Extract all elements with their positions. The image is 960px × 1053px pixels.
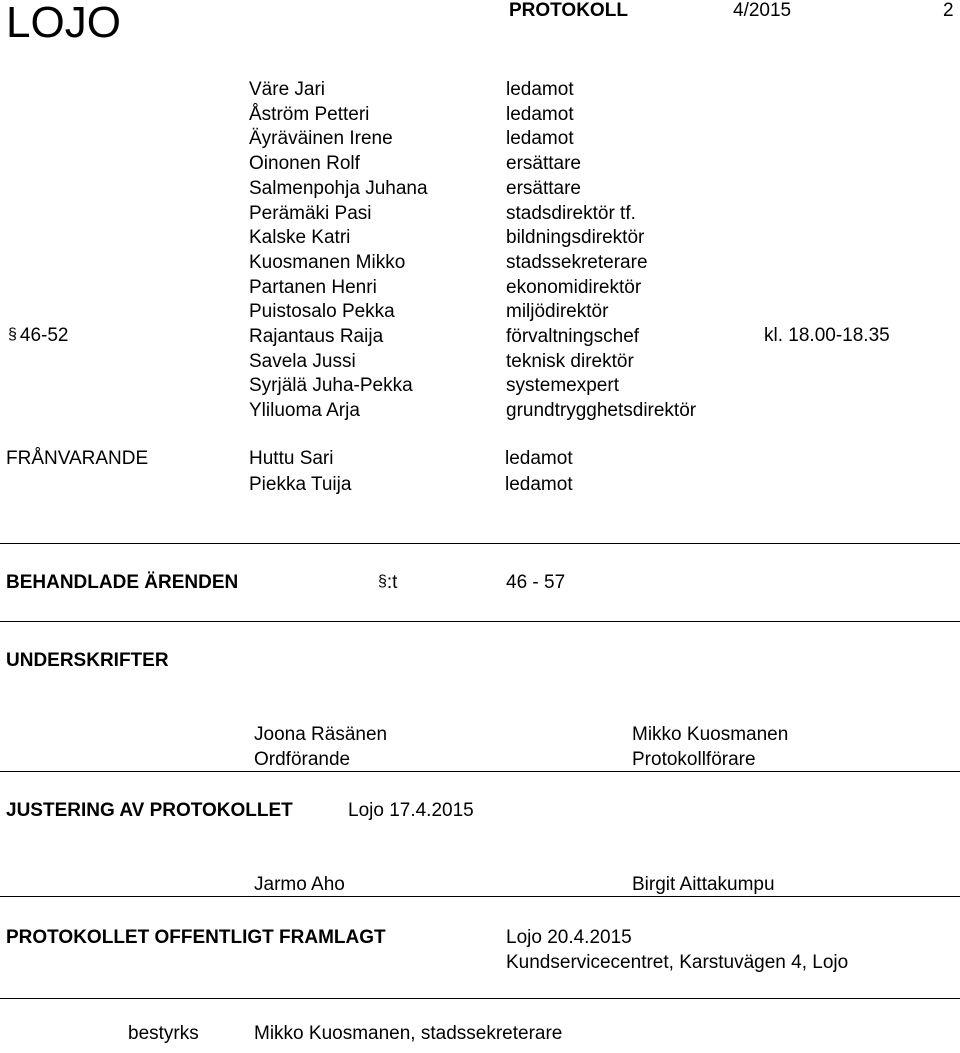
chair-name: Joona Räsänen (254, 724, 388, 745)
document-type: PROTOKOLL (509, 0, 628, 21)
page-number: 2 (943, 0, 954, 21)
certification-label: bestyrks (128, 1023, 199, 1044)
paragraph-symbol: § (378, 573, 387, 590)
absent-role: ledamot (505, 474, 573, 495)
publication-label: PROTOKOLLET OFFENTLIGT FRAMLAGT (6, 927, 386, 948)
attendee-name: Oinonen Rolf (249, 153, 360, 174)
attendee-role: ersättare (506, 178, 581, 199)
absent-role: ledamot (505, 448, 573, 469)
attendee-name: Salmenpohja Juhana (249, 178, 428, 199)
attendee-role: systemexpert (506, 375, 619, 396)
attendee-name: Yliluoma Arja (249, 400, 360, 421)
divider (0, 621, 960, 622)
divider (0, 543, 960, 544)
attendee-role: ledamot (506, 104, 574, 125)
attendee-role: ekonomidirektör (506, 277, 642, 298)
secretary-role: Protokollförare (632, 749, 756, 770)
attendee-role: teknisk direktör (506, 351, 634, 372)
divider (0, 771, 960, 772)
attendee-role: miljödirektör (506, 301, 609, 322)
attendee-role: bildningsdirektör (506, 227, 645, 248)
section-marker (8, 323, 69, 349)
adjustment-place-date: Lojo 17.4.2015 (348, 800, 474, 821)
attendee-name: Åström Petteri (249, 104, 370, 125)
logo-text: LOJO (6, 0, 121, 47)
absent-label: FRÅNVARANDE (6, 448, 149, 469)
publication-location: Kundservicecentret, Karstuvägen 4, Lojo (506, 952, 849, 973)
attendee-name: Perämäki Pasi (249, 203, 372, 224)
attendee-name: Partanen Henri (249, 277, 377, 298)
divider (0, 998, 960, 999)
attendee-role: grundtrygghetsdirektör (506, 400, 697, 421)
attendee-role: ledamot (506, 79, 574, 100)
signatures-label: UNDERSKRIFTER (6, 650, 169, 671)
secretary-name: Mikko Kuosmanen (632, 724, 789, 745)
attendee-name: Kalske Katri (249, 227, 351, 248)
adjuster-2: Birgit Aittakumpu (632, 874, 775, 895)
section-id: 46-52 (19, 325, 69, 346)
meeting-time: kl. 18.00-18.35 (764, 325, 890, 346)
paragraph-symbol: § (8, 326, 17, 343)
absent-name: Huttu Sari (249, 448, 334, 469)
attendee-role: ersättare (506, 153, 581, 174)
attendee-name: Äyräväinen Irene (249, 128, 393, 149)
attendee-role: förvaltningschef (506, 326, 640, 347)
adjuster-1: Jarmo Aho (254, 874, 345, 895)
attendee-name: Puistosalo Pekka (249, 301, 395, 322)
certification-person: Mikko Kuosmanen, stadssekreterare (254, 1023, 563, 1044)
attendee-role: ledamot (506, 128, 574, 149)
handled-label: BEHANDLADE ÄRENDEN (6, 572, 239, 593)
handled-suffix-wrap (378, 570, 397, 596)
publication-place-date: Lojo 20.4.2015 (506, 927, 632, 948)
handled-range: 46 - 57 (506, 572, 566, 593)
chair-role: Ordförande (254, 749, 351, 770)
attendee-name: Savela Jussi (249, 351, 356, 372)
divider (0, 896, 960, 897)
attendee-name: Väre Jari (249, 79, 326, 100)
attendee-name: Rajantaus Raija (249, 326, 384, 347)
attendee-name: Syrjälä Juha-Pekka (249, 375, 413, 396)
protocol-number: 4/2015 (733, 0, 792, 21)
attendee-role: stadsdirektör tf. (506, 203, 636, 224)
adjustment-label: JUSTERING AV PROTOKOLLET (6, 800, 293, 821)
attendee-role: stadssekreterare (506, 252, 648, 273)
absent-name: Piekka Tuija (249, 474, 352, 495)
attendee-name: Kuosmanen Mikko (249, 252, 406, 273)
handled-suffix: :t (386, 572, 398, 593)
